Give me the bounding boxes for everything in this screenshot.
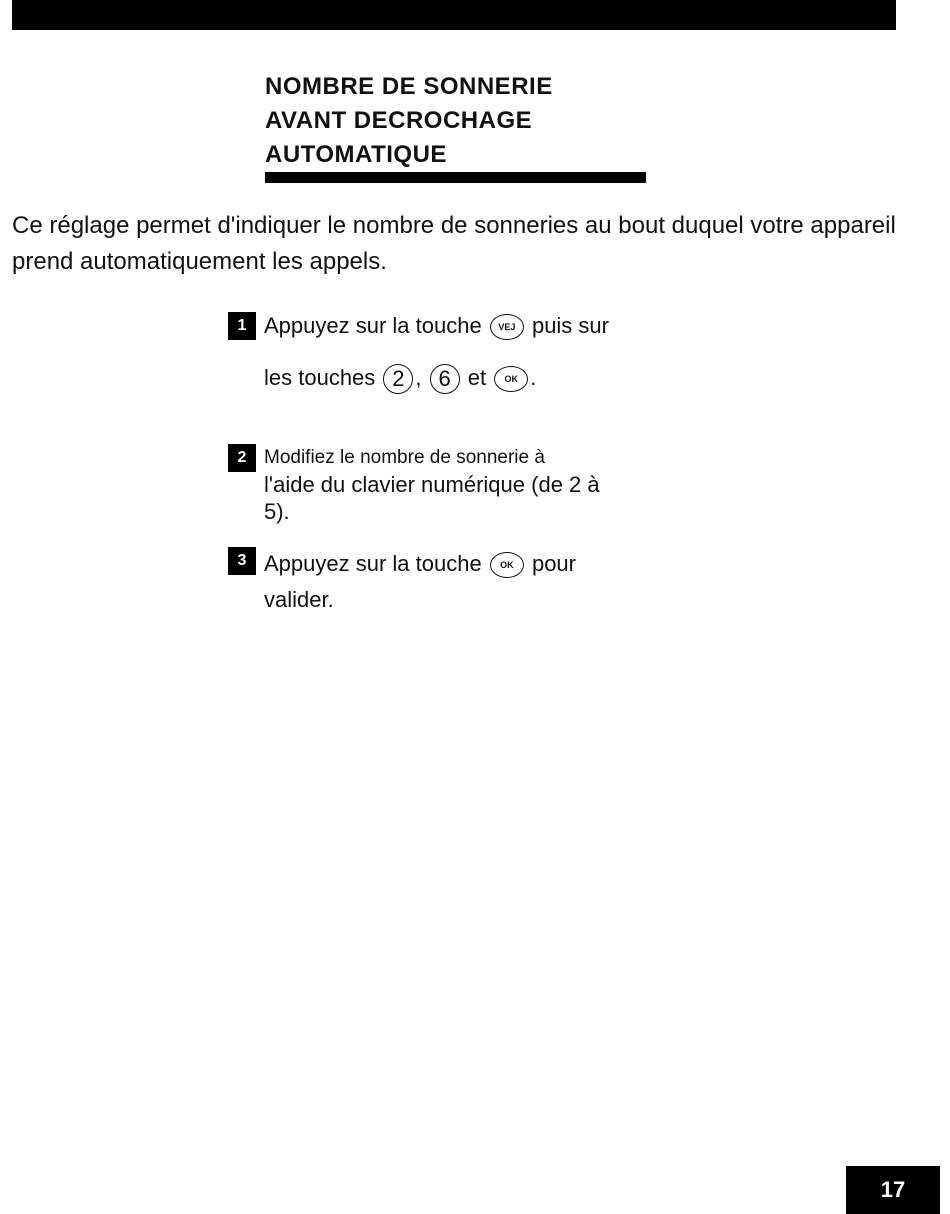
step-2-line-1: Modifiez le nombre de sonnerie à (264, 447, 545, 468)
step-2-line-3: 5). (264, 499, 290, 524)
menu-key-icon: VEJ (490, 314, 524, 340)
step-1-period: . (530, 365, 537, 391)
step-1-text-et: et (467, 365, 487, 391)
step-3 (228, 546, 688, 618)
step-1-badge: 1 (228, 312, 256, 340)
page-number: 17 (846, 1166, 940, 1214)
heading-line-1: NOMBRE DE SONNERIE (265, 73, 553, 100)
step-3-row-1 (264, 546, 688, 582)
key-2-icon: 2 (383, 364, 413, 394)
ok-key-icon: OK (494, 366, 528, 392)
step-2-line-2: l'aide du clavier numérique (de 2 à (264, 472, 600, 497)
step-1-text-b: puis sur (531, 313, 609, 338)
step-3-badge: 3 (228, 547, 256, 575)
heading-line-2: AVANT DECROCHAGE (265, 107, 533, 134)
key-6-icon: 6 (430, 364, 460, 394)
section-heading (265, 70, 665, 172)
intro-paragraph: Ce réglage permet d'indiquer le nombre de sonneries au bout duquel votre appareil prend automatiquement les appels. (12, 212, 896, 275)
step-2 (228, 444, 688, 525)
step-1-text-a: Appuyez sur la touche (264, 313, 482, 338)
step-3-text-b: pour (531, 551, 576, 576)
top-banner-bar (12, 0, 896, 30)
step-2-badge: 2 (228, 444, 256, 472)
heading-line-3: AUTOMATIQUE (265, 141, 447, 168)
step-1-comma: , (415, 365, 422, 391)
step-1-row-2 (264, 364, 688, 394)
step-1-text-c: les touches (264, 365, 376, 391)
step-3-text-a: Appuyez sur la touche (264, 551, 482, 576)
ok-key-icon: OK (490, 552, 524, 578)
heading-underline-bar (265, 172, 646, 183)
step-3-row-2: valider. (264, 587, 334, 612)
step-1-row-1 (264, 312, 688, 340)
step-1 (228, 312, 688, 394)
